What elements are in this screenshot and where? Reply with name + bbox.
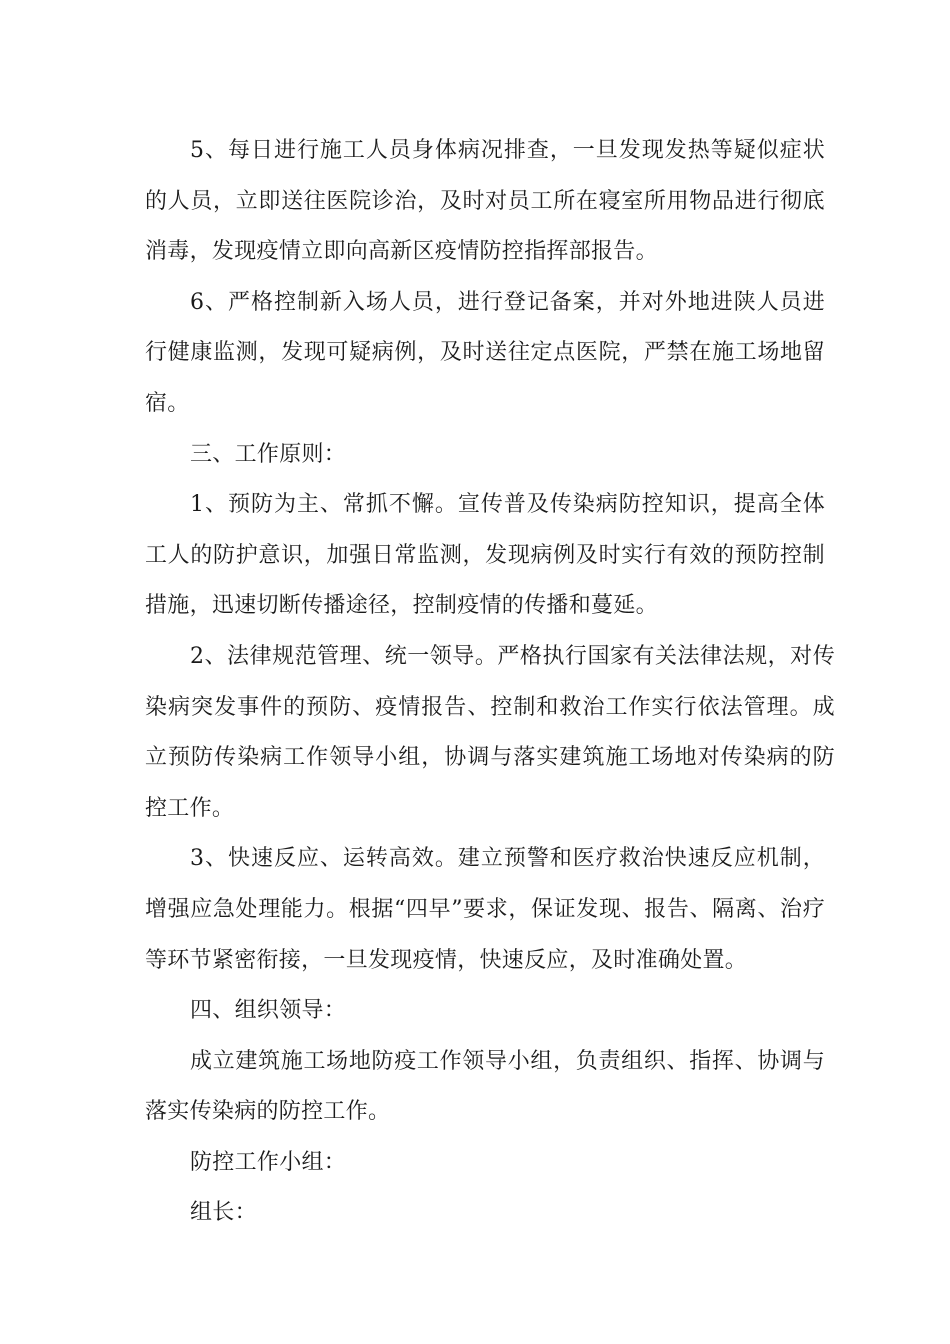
section-heading-organization: 四、组织领导： xyxy=(190,998,347,1024)
paragraph-leading-group: 成立建筑施工场地防疫工作领导小组，负责组织、指挥、协调与落实传染病的防控工作。 xyxy=(145,1048,825,1125)
paragraph-prevention-first: 1、预防为主、常抓不懈。宣传普及传染病防控知识，提高全体工人的防护意识，加强日常监测，发现病例及时实行有效的预防控制措施，迅速切断传播途径，控制疫情的传播和蔓延。 xyxy=(145,492,825,619)
paragraph-rapid-response: 3、快速反应、运转高效。建立预警和医疗救治快速反应机制，增强应急处理能力。根据“四早”要求，保证发现、报告、隔离、治疗等环节紧密衔接，一旦发现疫情，快速反应，及时准确处置。 xyxy=(145,846,825,973)
paragraph-control-team: 防控工作小组： xyxy=(190,1149,347,1175)
paragraph-new-personnel-control: 6、严格控制新入场人员，进行登记备案，并对外地进陕人员进行健康监测，发现可疑病例，及时送往定点医院，严禁在施工场地留宿。 xyxy=(145,289,825,416)
section-heading-work-principles: 三、工作原则： xyxy=(190,441,347,467)
paragraph-team-leader: 组长： xyxy=(190,1200,257,1226)
document-body xyxy=(145,126,835,1239)
paragraph-daily-health-check: 5、每日进行施工人员身体病况排查，一旦发现发热等疑似症状的人员，立即送往医院诊治，及时对员工所在寝室所用物品进行彻底消毒，发现疫情立即向高新区疫情防控指挥部报告。 xyxy=(145,138,825,265)
paragraph-legal-management: 2、法律规范管理、统一领导。严格执行国家有关法律法规，对传染病突发事件的预防、疫情报告、控制和救治工作实行依法管理。成立预防传染病工作领导小组，协调与落实建筑施工场地对传染病的防控工作。 xyxy=(145,643,835,821)
